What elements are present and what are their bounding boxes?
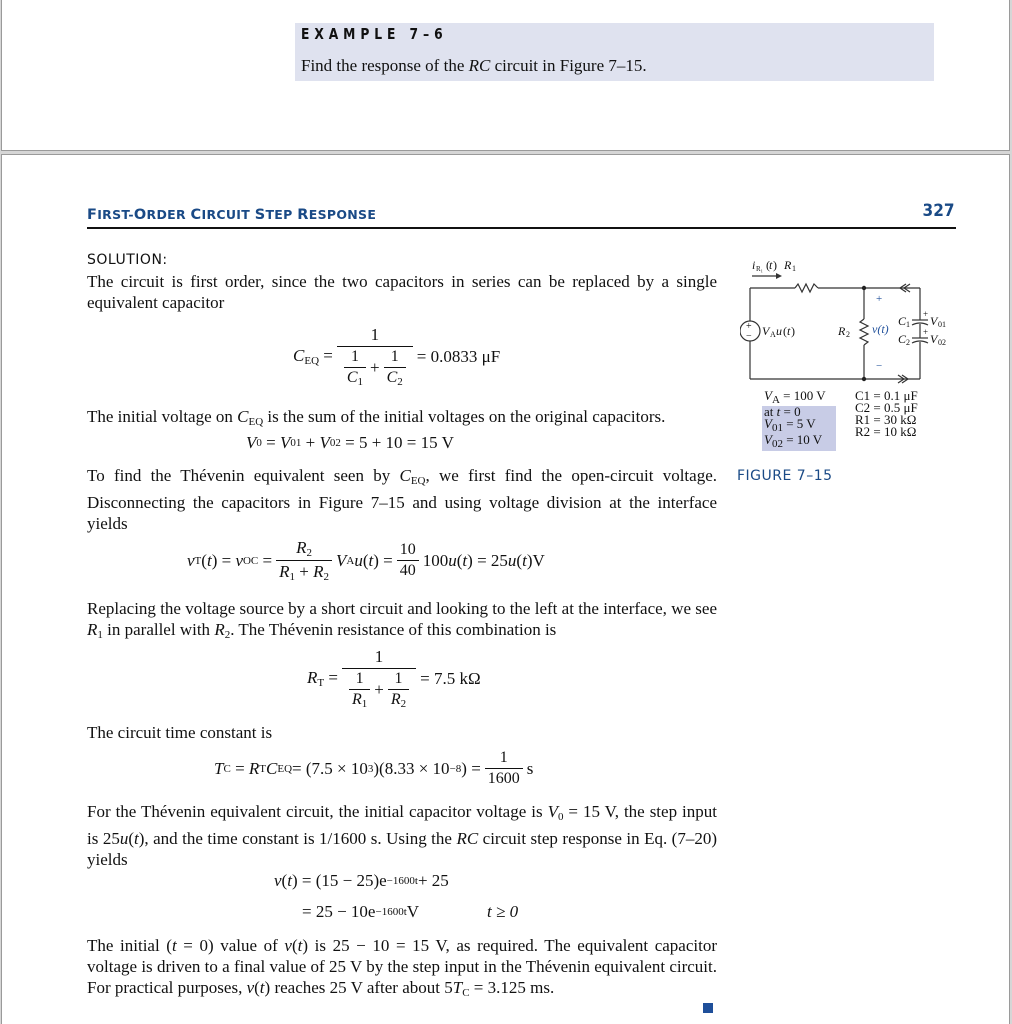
svg-text:V: V [930,314,938,328]
equation-response-line2: = 25 − 10e −1600t V t ≥ 0 [302,902,519,921]
svg-text:i: i [752,258,756,272]
svg-text:): ) [773,258,777,272]
svg-text:2: 2 [846,330,850,339]
example-prompt: Find the response of the RC circuit in Figure 7–15. [301,56,647,75]
paragraph-1: The circuit is first order, since the two capacitors in series can be replaced by a single equivalent capacitor [87,272,717,312]
svg-text:R: R [838,324,846,338]
header-rule [87,227,956,229]
paragraph-6: For the Thévenin equivalent circuit, the initial capacitor voltage is $V_0 = 15$ V, the step input is 25u(t), and the time constant is 1/1600 s. Using the RC circuit step response in Eq. (7–20) yields [87,802,718,869]
equation-v0: V 0 = V 01 + V 02 = 5 + 10 = 15 V [246,433,454,452]
svg-text:(: ( [783,324,787,338]
svg-text:02: 02 [938,338,946,347]
figure-component-values: C1 = 0.1 μF C2 = 0.5 μF R1 = 30 kΩ R2 = 10 kΩ [855,388,918,439]
svg-text:−: − [746,331,752,342]
equation-rt: $R_T$ = 1 $\frac{1}{R_1}$ + $\frac{1}{R_2}$ = 7.5 kΩ [307,647,481,710]
paragraph-2: The initial voltage on $C_{EQ}$ is the sum of the initial voltages on the original capacitors. [87,407,666,428]
svg-text:V: V [762,324,770,338]
svg-text:C: C [898,314,907,328]
svg-text:+: + [876,293,883,305]
svg-text:01: 01 [938,320,946,329]
svg-text:A: A [770,330,776,339]
figure-caption: FIGURE 7–15 [737,468,833,484]
svg-text:): ) [791,324,795,338]
paragraph-7: The initial (t = 0) value of v(t) is 25 − 10 = 15 V, as required. The equivalent capacitor voltage is driven to a final value of 25 V by the step input in the Thévenin equivalent circuit. For practical purposes, v(t) reaches 25 V after about $5T_C = 3.125$ ms. [87,936,717,999]
circuit-figure [740,251,970,491]
svg-text:+: + [746,321,752,332]
svg-text:t: t [769,258,773,272]
svg-text:C: C [898,332,907,346]
equation-ceq: $C_{EQ}$ = 1 $\frac{1}{C_1}$ + $\frac{1}{C_2}$ = 0.0833 μF [293,325,501,388]
svg-text:R: R [784,258,792,272]
svg-text:+: + [923,309,929,319]
running-head: FIRST-ORDER CIRCUIT STEP RESPONSE [87,207,377,223]
svg-text:v(t): v(t) [872,322,889,336]
svg-text:(: ( [766,258,770,272]
page-number: 327 [922,201,954,221]
svg-text:+: + [923,327,929,337]
solution-label: SOLUTION: [87,252,168,268]
svg-text:2: 2 [906,338,910,347]
svg-text:t: t [787,324,791,338]
equation-vt: v T ( t ) = v OC = $\frac{R_2}{R_1 + R_2}$ V A u ( t ) = $\frac{10}{40}$ 100 u ( t ) = 25 u ( t ) V [187,538,545,583]
svg-text:R₁: R₁ [756,265,764,273]
figure-initial-values: $V_A = 100$ V at t = 0 $V_{01} = 5$ V $V_{02} = 10$ V [762,390,836,451]
circuit-diagram [740,251,970,391]
equation-tc: T C = R T C EQ = (7.5 × 10 3 )(8.33 × 10 −8 ) = $\frac{1}{1600}$ s [214,749,534,787]
svg-text:−: − [876,360,883,372]
paragraph-3: To find the Thévenin equivalent seen by $C_{EQ}$, we first find the open-circuit voltage. Disconnecting the capacitors in Figure 7–15 and using voltage division at the interface yields [87,466,717,533]
equation-response-line1: v ( t ) = (15 − 25)e −1600t + 25 [274,871,449,890]
end-of-example-mark [703,1003,713,1013]
page-top [1,0,1010,151]
page-main [1,154,1010,1024]
paragraph-4: Replacing the voltage source by a short circuit and looking to the left at the interface, we see $R_1$ in parallel with $R_2$. The Thévenin resistance of this combination is [87,599,717,641]
example-title: EXAMPLE 7–6 [301,25,448,43]
svg-text:1: 1 [792,264,796,273]
paragraph-5: The circuit time constant is [87,723,273,742]
svg-text:V: V [930,332,938,346]
svg-text:u: u [776,324,782,338]
example-box [295,23,934,81]
svg-text:1: 1 [906,320,910,329]
